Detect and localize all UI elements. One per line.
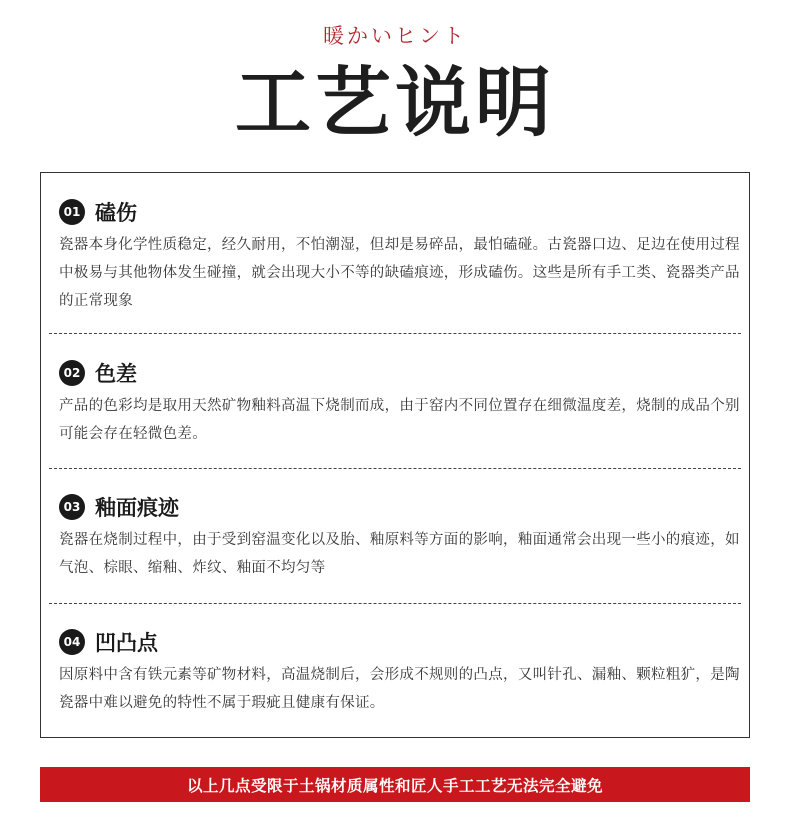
section-body: 瓷器在烧制过程中，由于受到窑温变化以及胎、釉原料等方面的影响，釉面通常会出现一些小的痕迹，如气泡、棕眼、缩釉、炸纹、釉面不均匀等 (59, 532, 740, 576)
page-title: 工艺说明 (235, 58, 555, 147)
section-title: 色差 (95, 362, 137, 386)
section-title: 釉面痕迹 (95, 496, 179, 520)
number-badge: 01 (59, 199, 85, 225)
number-badge: 04 (59, 629, 85, 655)
section-header (59, 627, 741, 657)
dashed-divider (49, 603, 741, 604)
dashed-divider (49, 468, 741, 469)
section-bumps (59, 627, 741, 717)
section-chip-damage (59, 197, 741, 315)
footer-notice-banner: 以上几点受限于土锅材质属性和匠人手工工艺无法完全避免 (40, 767, 750, 802)
section-body: 瓷器本身化学性质稳定，经久耐用，不怕潮湿，但却是易碎品，最怕磕碰。古瓷器口边、足边在使用过程中极易与其他物体发生碰撞，就会出现大小不等的缺磕痕迹，形成磕伤。这些是所有手工类、瓷器类产品的正常现象 (59, 237, 740, 309)
section-title: 凹凸点 (95, 631, 158, 655)
process-notes-panel (40, 172, 750, 738)
dashed-divider (49, 333, 741, 334)
section-header (59, 197, 741, 227)
number-badge: 03 (59, 494, 85, 520)
section-body: 因原料中含有铁元素等矿物材料，高温烧制后，会形成不规则的凸点，又叫针孔、漏釉、颗粒粗犷，是陶瓷器中难以避免的特性不属于瑕疵且健康有保证。 (59, 667, 740, 711)
section-title: 磕伤 (95, 201, 137, 225)
section-header (59, 492, 741, 522)
subtitle-tip: 暖かいヒント (323, 24, 467, 48)
section-body: 产品的色彩均是取用天然矿物釉料高温下烧制而成，由于窑内不同位置存在细微温度差，烧制的成品个别可能会存在轻微色差。 (59, 398, 740, 442)
section-glaze-marks (59, 492, 741, 582)
section-color-difference (59, 358, 741, 448)
number-badge: 02 (59, 360, 85, 386)
section-header (59, 358, 741, 388)
